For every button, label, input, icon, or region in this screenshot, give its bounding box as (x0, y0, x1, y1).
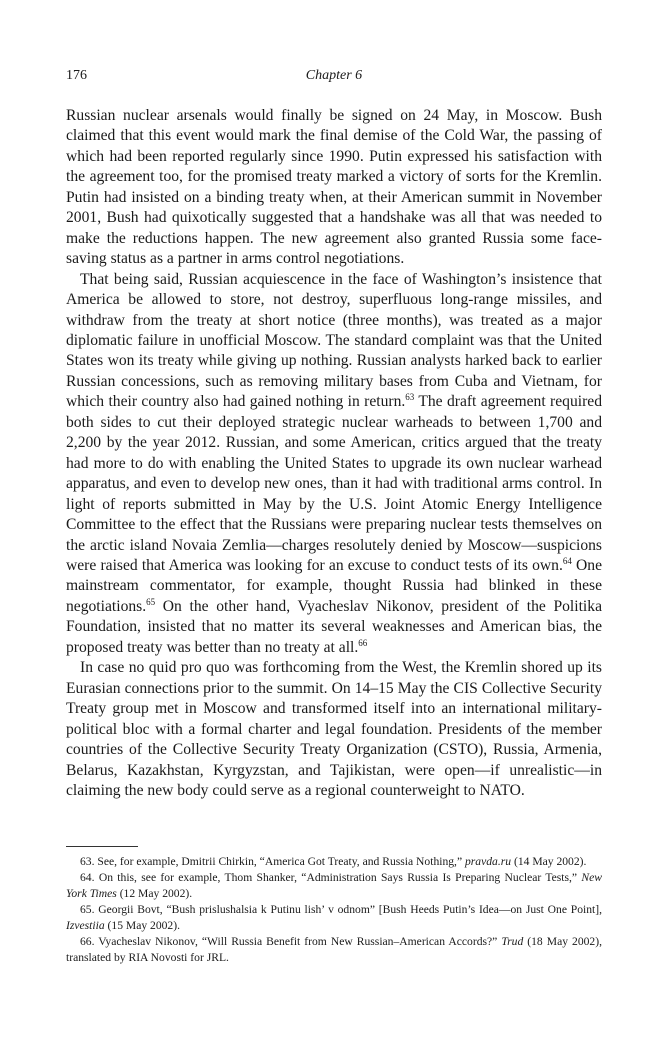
footnote-source: Izvestiia (66, 919, 105, 932)
body-text (66, 106, 602, 801)
footnote-text: (18 May 2002), translated by RIA Novosti for JRL. (66, 935, 602, 964)
footnotes (66, 854, 602, 966)
page-header (66, 68, 602, 88)
footnote-source: New York Times (66, 871, 602, 900)
paragraph-2-text-b: The draft agreement required both sides to cut their deployed strategic nuclear warheads to between 1,700 and 2,200 by the year 2012. Russian, and some American, critics argued that the treaty had more to do with enabling the United States to upgrade its own nuclear warhead apparatus, and even to develop new ones, than it had with traditional arms control. In light of reports submitted in May by the U.S. Joint Atomic Energy Intelligence Committee to the effect that the Russians were preparing nuclear tests themselves on the arctic island Novaia Zemlia—charges resolutely denied by Moscow—suspicions were raised that America was looking for an excuse to conduct tests of its own. (66, 393, 602, 574)
footnote-text: 65. Georgii Bovt, “Bush prislushalsia k Putinu lish’ v odnom” [Bush Heeds Putin’s Idea—on Just One Point], (80, 903, 602, 916)
footnote-text: 66. Vyacheslav Nikonov, “Will Russia Benefit from New Russian–American Accords?” (80, 935, 502, 948)
footnote-text: (12 May 2002). (116, 887, 193, 900)
footnote-63 (66, 854, 602, 870)
running-head: Chapter 6 (305, 68, 363, 83)
page-number: 176 (66, 68, 87, 83)
footnote-64 (66, 870, 602, 902)
paragraph-2-text-d: On the other hand, Vyacheslav Nikonov, president of the Politika Foundation, insisted that no matter its several weaknesses and American bias, the proposed treaty was better than no treaty at all. (66, 597, 602, 656)
footnote-source: Trud (501, 935, 524, 948)
footnote-66 (66, 934, 602, 966)
paragraph-3-text: In case no quid pro quo was forthcoming from the West, the Kremlin shored up its Eurasian connections prior to the summit. On 14–15 May the CIS Collective Security Treaty group met in Moscow and transformed itself into an international military-political bloc with a formal charter and legal foundation. Presidents of the member countries of the Collective Security Treaty Organization (CSTO), Russia, Armenia, Belarus, Kazakhstan, Kyrgyzstan, and Tajikistan, were open—if unrealistic—in claiming the new body could serve as a regional counterweight to NATO. (66, 659, 602, 799)
footnote-ref-63: 63 (405, 392, 415, 403)
paragraph-2-text-a: That being said, Russian acquiescence in the face of Washington’s insistence that America be allowed to store, not destroy, superfluous long-range missiles, and withdraw from the treaty at short notice (three months), was treated as a major diplomatic failure in unofficial Moscow. The standard complaint was that the United States won its treaty while giving up nothing. Russian analysts harked back to earlier Russian concessions, such as removing military bases from Cuba and Vietnam, for which their country also had gained nothing in return. (66, 270, 602, 411)
footnote-divider (66, 846, 138, 847)
paragraph-2-text-c: One mainstream commentator, for example, thought Russia had blinked in these negotiations. (66, 556, 602, 615)
footnote-ref-66: 66 (358, 637, 368, 648)
footnote-text: 63. See, for example, Dmitrii Chirkin, “America Got Treaty, and Russia Nothing,” (80, 855, 465, 868)
paragraph-3 (66, 658, 602, 801)
footnote-ref-64: 64 (562, 555, 572, 566)
footnote-65 (66, 902, 602, 934)
footnote-text: (15 May 2002). (104, 919, 180, 932)
paragraph-1-text: Russian nuclear arsenals would finally be signed on 24 May, in Moscow. Bush claimed that this event would mark the final demise of the Cold War, the passing of which had been reported regularly since 1990. Putin expressed his satisfaction with the agreement too, for the promised treaty marked a victory of sorts for the Kremlin. Putin had insisted on a binding treaty when, at their American summit in November 2001, Bush had quixotically suggested that a handshake was all that was needed to make the reductions happen. The new agreement also granted Russia some face-saving status as a partner in arms control negotiations. (66, 107, 602, 268)
footnote-source: pravda.ru (465, 855, 512, 868)
paragraph-1 (66, 106, 602, 270)
footnote-text: (14 May 2002). (511, 855, 587, 868)
paragraph-2 (66, 270, 602, 659)
footnote-ref-65: 65 (146, 596, 156, 607)
footnote-text: 64. On this, see for example, Thom Shanker, “Administration Says Russia Is Preparing Nuclear Tests,” (80, 871, 582, 884)
